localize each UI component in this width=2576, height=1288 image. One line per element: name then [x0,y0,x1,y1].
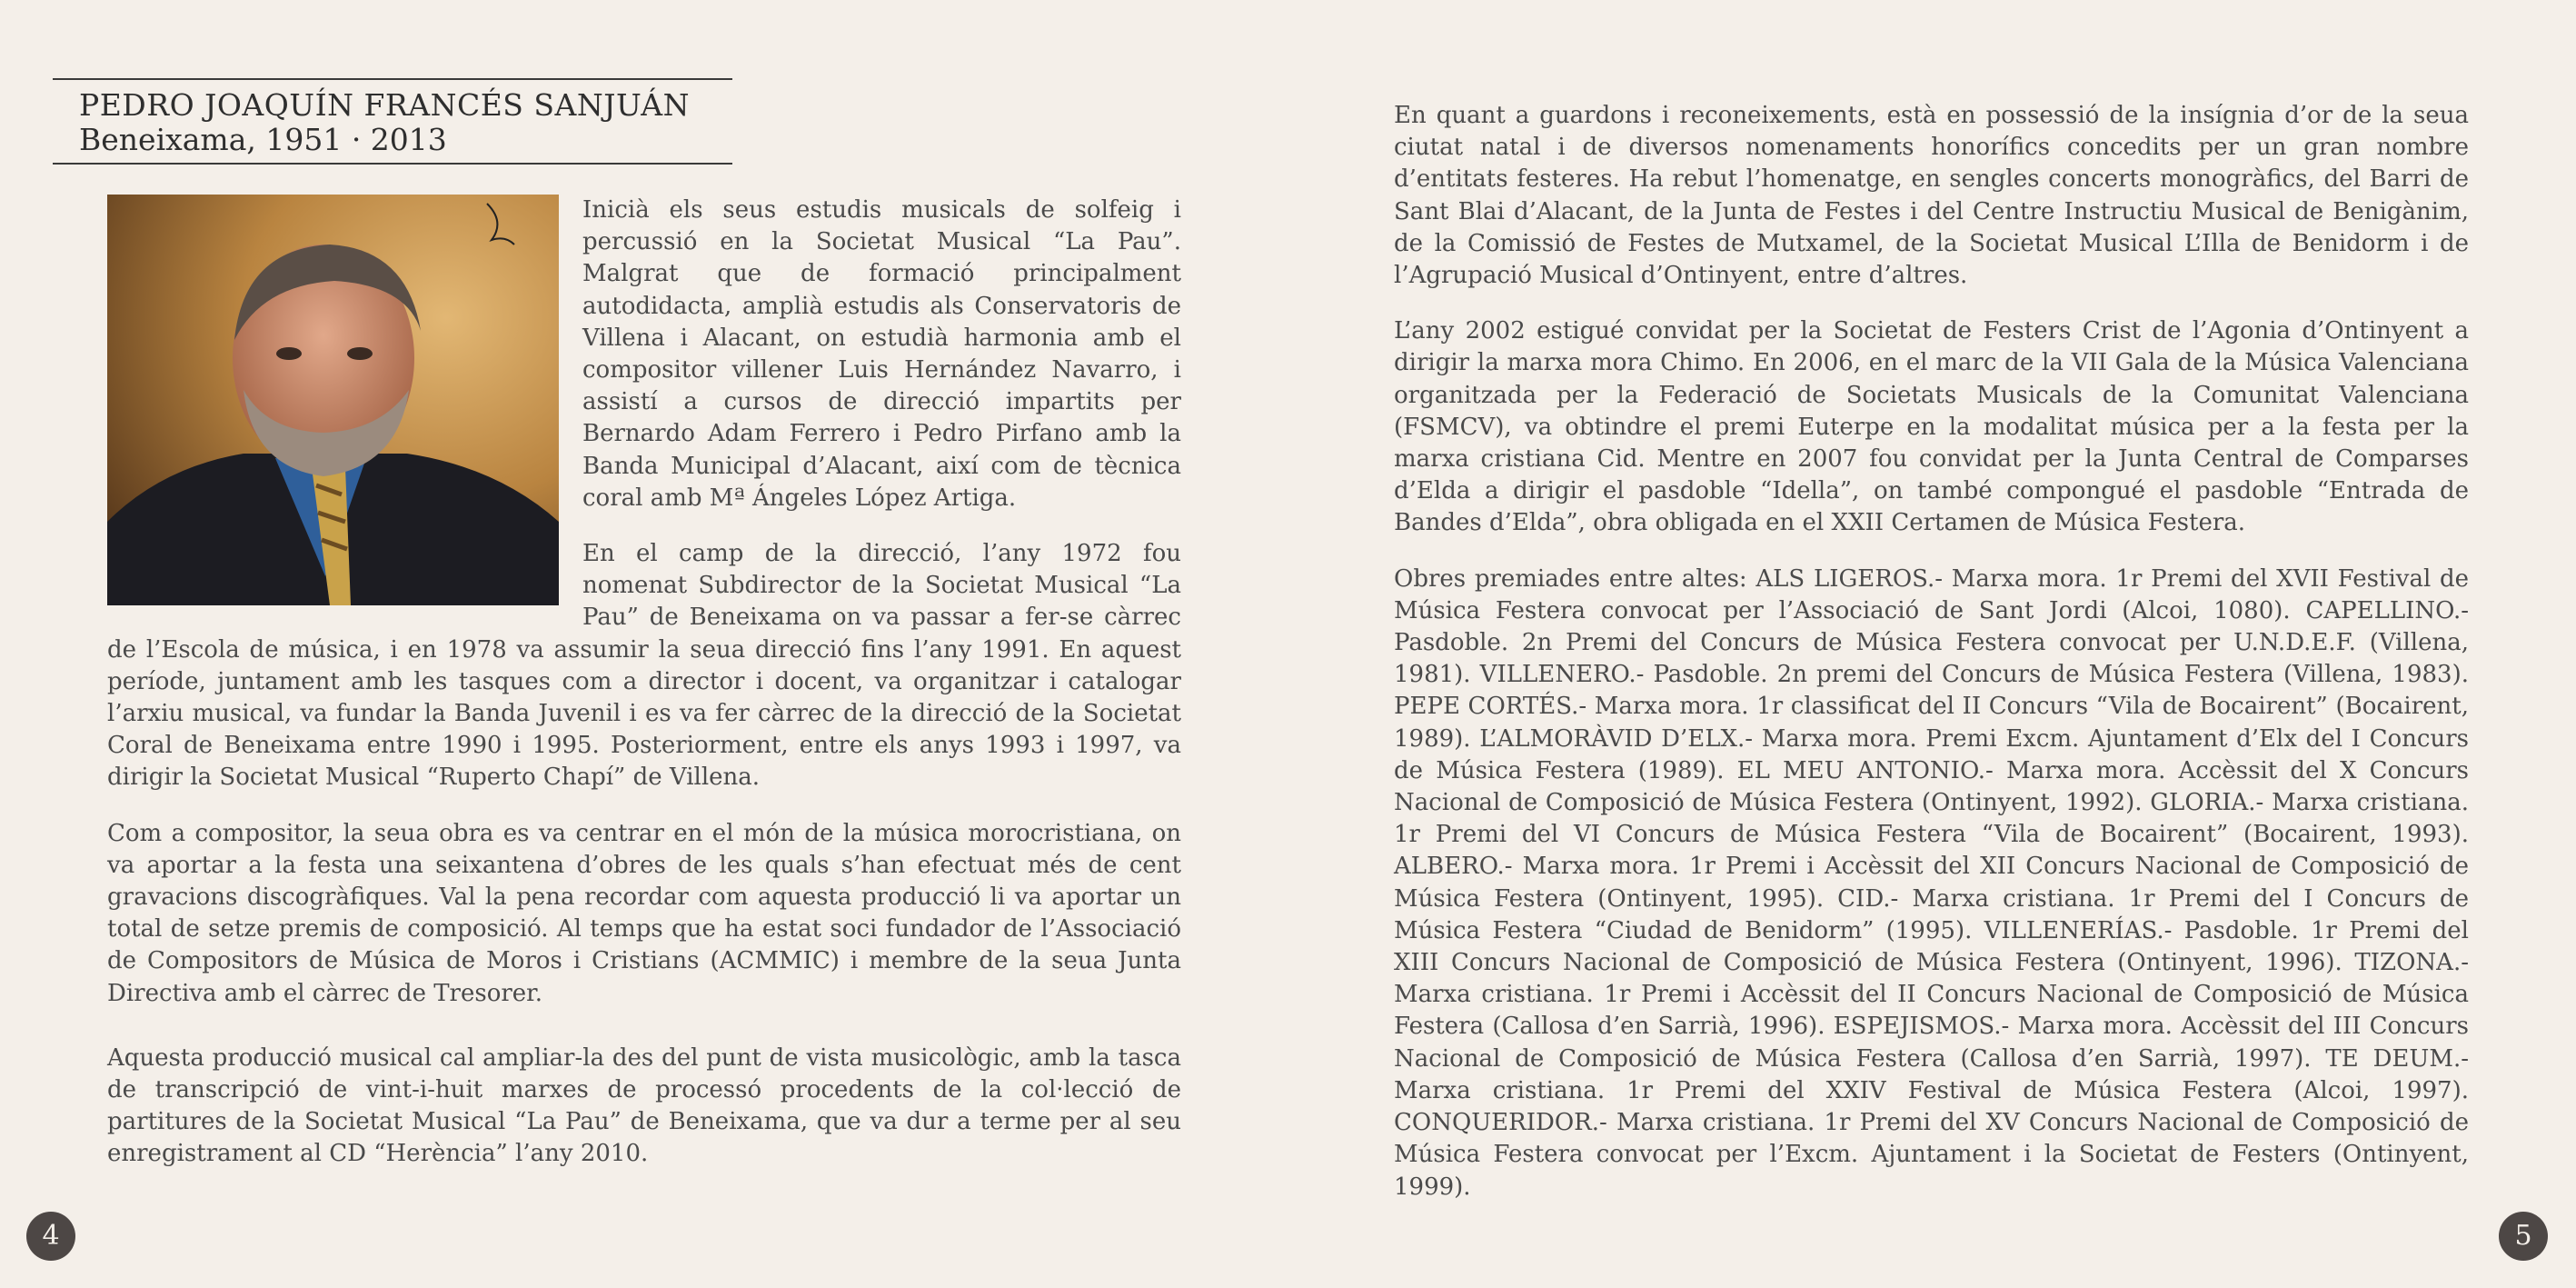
bio-paragraph-3: Com a compositor, la seua obra es va centrar en el món de la música morocristiana, on va aportar a la festa una seixantena d’obres de les quals s’han efectuat més de cent gravacions discogràfiques. Val la pena recordar com aquesta producció li va aportar un total de setze premis de composició. Al temps que ha estat soci fundador de l’Associació de Compositors de Música de Moros i Cristians (ACMMIC) i membre de la seua Junta Directiva amb el càrrec de Tresorer. [107,819,1181,1007]
page-number-badge: 5 [2499,1212,2548,1261]
works-paragraph: Obres premiades entre altes: ALS LIGEROS.- Marxa mora. 1r Premi del XVII Festival de Música Festera convocat per l’Associació de Sant Jordi (Alcoi, 1080). CAPELLINO.- Pasdoble. 2n Premi del Concurs de Música Festera convocat per U.N.D.E.F. (Villena, 1981). VILLENERO.- Pasdoble. 2n premi del Concurs de Música Festera (Villena, 1983). PEPE CORTÉS.- Marxa mora. 1r classificat del II Concurs “Vila de Bocairent” (Bocairent, 1989). L’ALMORÀVID D’ELX.- Marxa mora. Premi Excm. Ajuntament d’Elx del I Concurs de Música Festera (1989). EL MEU ANTONIO.- Marxa mora. Accèssit del X Concurs Nacional de Composició de Música Festera (Ontinyent, 1992). GLORIA.- Marxa cristiana. 1r Premi del VI Concurs de Música Festera “Vila de Bocairent” (Bocairent, 1993). ALBERO.- Marxa mora. 1r Premi i Accèssit del XII Concurs Nacional de Composició de Música Festera (Ontinyent, 1995). CID.- Marxa cristiana. 1r Premi del I Concurs de Música Festera “Ciudad de Benidorm” (1995). VILLENERÍAS.- Pasdoble. 1r Premi del XIII Concurs Nacional de Composició de Música Festera (Ontinyent, 1996). TIZONA.- Marxa cristiana. 1r Premi i Accèssit del II Concurs Nacional de Composició de Música Festera (Callosa d’en Sarrià, 1996). ESPEJISMOS.- Marxa mora. Accèssit del III Concurs Nacional de Composició de Música Festera (Callosa d’en Sarrià, 1997). TE DEUM.- Marxa cristiana. 1r Premi del XXIV Festival de Música Festera (Alcoi, 1997). CONQUERIDOR.- Marxa cristiana. 1r Premi del XV Concurs Nacional de Composició de Música Festera convocat per l’Excm. Ajuntament i la Societat de Festers (Ontinyent, 1999). [1394,564,2469,1201]
bio-paragraph-2: En el camp de la direcció, l’any 1972 fou nomenat Subdirector de la Societat Musical “La Pau” de Beneixama on va passar a fer-se càrrec de l’Escola de música, i en 1978 va assumir la seua direcció fins l’any 1991. En aquest període, juntament amb les tasques com a director i docent, va organitzar i catalogar l’arxiu musical, va fundar la Banda Juvenil i es va fer càrrec de la direcció de la Societat Coral de Beneixama entre 1990 i 1995. Posteriorment, entre els anys 1993 i 1997, va dirigir la Societat Musical “Ruperto Chapí” de Villena. [107,540,1181,792]
awards-paragraph: En quant a guardons i reconeixements, està en possessió de la insígnia d’or de la seua ciutat natal i de diversos nomenaments honorífics concedits per un gran nombre d’entitats festeres. Ha rebut l’homenatge, en sengles concerts monogràfics, del Barri de Sant Blai d’Alacant, de la Junta de Festes i del Centre Instructiu Musical de Benigànim, de la Comissió de Festes de Mutxamel, de la Societat Musical L’Illa de Benidorm i de l’Agrupació Musical d’Ontinyent, entre d’altres. [1394,102,2469,290]
right-page [1288,0,2576,1288]
right-column [1394,100,2469,1227]
bio-paragraph-4: Aquesta producció musical cal ampliar-la des del punt de vista musicològic, amb la tasca de transcripció de vint-i-huit marxes de processó procedents de la col·lecció de partitures de la Societat Musical “La Pau” de Beneixama, que va dur a terme per al seu enregistrament al CD “Herència” l’any 2010. [107,1043,1181,1168]
page-number-badge: 4 [26,1212,75,1261]
person-name: PEDRO JOAQUÍN FRANCÉS SANJUÁN [79,87,690,123]
title-block [53,78,732,165]
portrait-photo [107,195,559,605]
person-dates: Beneixama, 1951 · 2013 [79,122,447,157]
bio-paragraph-1: Inicià els seus estudis musicals de solfeig i percussió en la Societat Musical “La Pau”. Malgrat que de formació principalment autodidacta, amplià estudis als Conservatoris de Villena i Alacant, on estudià harmonia amb el compositor villener Luis Hernández Navarro, i assistí a cursos de direcció impartits per Bernardo Adam Ferrero i Pedro Pirfano amb la Banda Municipal d’Alacant, així com de tècnica coral amb Mª Ángeles López Artiga. [582,196,1181,512]
conducting-paragraph: L’any 2002 estigué convidat per la Societat de Festers Crist de l’Agonia d’Ontinyent a dirigir la marxa mora Chimo. En 2006, en el marc de la VII Gala de la Música Valenciana organitzada per la Federació de Societats Musicals de la Comunitat Valenciana (FSMCV), va obtindre el premi Euterpe en la modalitat música per a la festa per la marxa cristiana Cid. Mentre en 2007 fou convidat per la Junta Central de Comparses d’Elda a dirigir el pasdoble “Idella”, on també compongué el pasdoble “Entrada de Bandes d’Elda”, obra obligada en el XXII Certamen de Música Festera. [1394,317,2469,537]
left-column [107,195,1181,1194]
